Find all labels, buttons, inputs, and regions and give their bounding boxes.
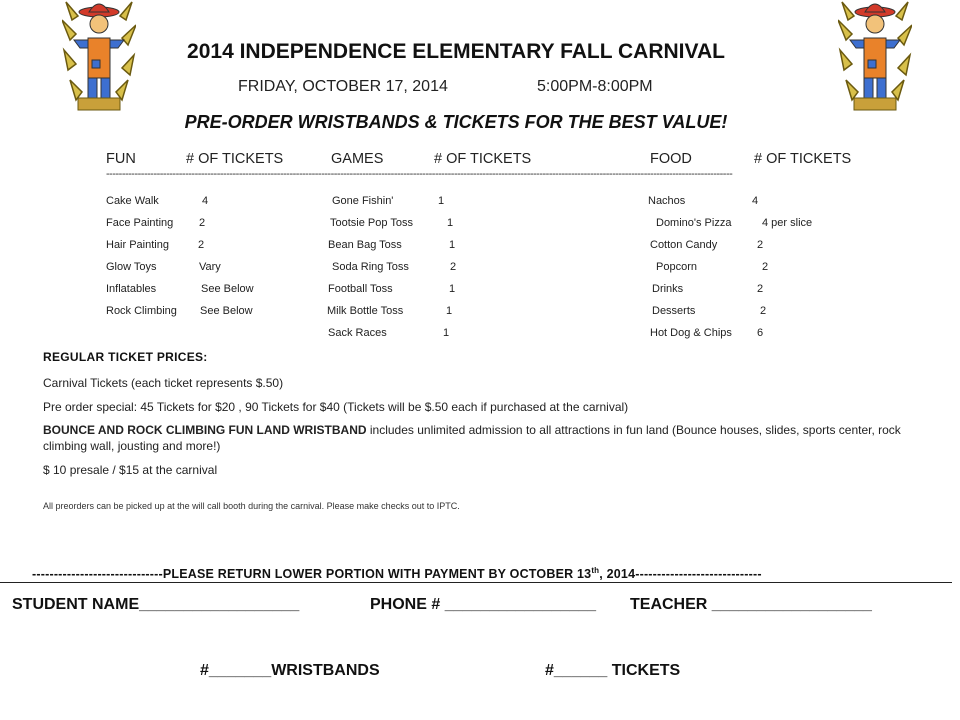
table-separator: ------------------------------------------------------------------------------------------------------------------------------------------------------------------------------------------------------ — [106, 168, 733, 180]
fun-item-name: Glow Toys — [106, 261, 157, 273]
tickets-count-field: #______ TICKETS — [545, 662, 681, 679]
game-item-name: Milk Bottle Toss — [327, 305, 404, 317]
wristband-description — [43, 422, 928, 454]
return-instruction-suffix: th — [591, 566, 600, 575]
fun-item-name: Inflatables — [106, 283, 157, 295]
food-item-name: Domino's Pizza — [656, 217, 732, 229]
game-item-name: Bean Bag Toss — [328, 239, 402, 251]
wristband-title: BOUNCE AND ROCK CLIMBING FUN LAND WRISTBAND — [43, 423, 367, 437]
return-instruction-start: ------------------------------PLEASE RETURN LOWER PORTION WITH PAYMENT BY OCTOBER 13 — [32, 567, 592, 582]
game-item-tickets: 1 — [449, 283, 456, 295]
food-item-tickets: 6 — [757, 327, 764, 339]
food-item-name: Drinks — [652, 283, 684, 295]
food-item-name: Desserts — [652, 305, 696, 317]
game-item-tickets: 1 — [449, 239, 456, 251]
game-item-name: Football Toss — [328, 283, 393, 295]
header-food-tickets: # OF TICKETS — [754, 151, 852, 167]
page-title: 2014 INDEPENDENCE ELEMENTARY FALL CARNIVAL — [187, 40, 725, 63]
header-games: GAMES — [331, 151, 384, 167]
fun-item-tickets: 2 — [198, 239, 205, 251]
preorder-tagline: PRE-ORDER WRISTBANDS & TICKETS FOR THE BEST VALUE! — [184, 112, 728, 132]
fun-item-tickets: 4 — [202, 195, 209, 207]
wristbands-count-field: #_______WRISTBANDS — [200, 662, 380, 679]
pickup-note: All preorders can be picked up at the will call booth during the carnival. Please make checks out to IPTC. — [43, 501, 460, 511]
event-time: 5:00PM-8:00PM — [537, 78, 653, 95]
fun-item-name: Hair Painting — [106, 239, 169, 251]
fun-item-name: Face Painting — [106, 217, 174, 229]
food-item-tickets: 2 — [757, 239, 764, 251]
wristband-details: includes unlimited admission to all attractions in fun land (Bounce houses, slides, sports center, rock climbing wall, jousting and more!) — [43, 423, 901, 453]
wristband-price: $ 10 presale / $15 at the carnival — [43, 463, 218, 477]
food-item-name: Popcorn — [656, 261, 697, 273]
food-item-name: Cotton Candy — [650, 239, 718, 251]
game-item-name: Gone Fishin' — [332, 195, 394, 207]
regular-prices-heading: REGULAR TICKET PRICES: — [43, 350, 208, 364]
game-item-name: Sack Races — [328, 327, 387, 339]
game-item-tickets: 2 — [450, 261, 457, 273]
food-item-tickets: 4 — [752, 195, 759, 207]
phone-field: PHONE # _________________ — [370, 596, 596, 613]
food-item-tickets: 2 — [762, 261, 769, 273]
student-name-field: STUDENT NAME__________________ — [12, 596, 300, 613]
event-date: FRIDAY, OCTOBER 17, 2014 — [238, 78, 448, 95]
fun-item-name: Rock Climbing — [106, 305, 177, 317]
header-food: FOOD — [650, 151, 692, 167]
game-item-name: Tootsie Pop Toss — [330, 217, 413, 229]
preorder-special-text: Pre order special: 45 Tickets for $20 , 90 Tickets for $40 (Tickets will be $.50 each if purchased at the carnival) — [43, 400, 629, 414]
fun-item-tickets: See Below — [201, 283, 254, 295]
header-fun-tickets: # OF TICKETS — [186, 151, 284, 167]
fun-item-name: Cake Walk — [106, 195, 159, 207]
return-instruction-end: , 2014----------------------------- — [599, 567, 762, 582]
teacher-field: TEACHER __________________ — [630, 596, 872, 613]
game-item-name: Soda Ring Toss — [332, 261, 409, 273]
game-item-tickets: 1 — [438, 195, 445, 207]
fun-item-tickets: 2 — [199, 217, 206, 229]
fun-item-tickets: See Below — [200, 305, 253, 317]
food-item-tickets: 4 per slice — [762, 217, 813, 229]
header-fun: FUN — [106, 151, 136, 167]
cut-line — [0, 582, 952, 583]
game-item-tickets: 1 — [447, 217, 454, 229]
food-item-name: Nachos — [648, 195, 686, 207]
return-instruction — [32, 566, 762, 581]
game-item-tickets: 1 — [443, 327, 450, 339]
header-games-tickets: # OF TICKETS — [434, 151, 532, 167]
carnival-tickets-text: Carnival Tickets (each ticket represents $.50) — [43, 376, 284, 390]
food-item-name: Hot Dog & Chips — [650, 327, 732, 339]
food-item-tickets: 2 — [760, 305, 767, 317]
game-item-tickets: 1 — [446, 305, 453, 317]
fun-item-tickets: Vary — [199, 261, 221, 273]
food-item-tickets: 2 — [757, 283, 764, 295]
